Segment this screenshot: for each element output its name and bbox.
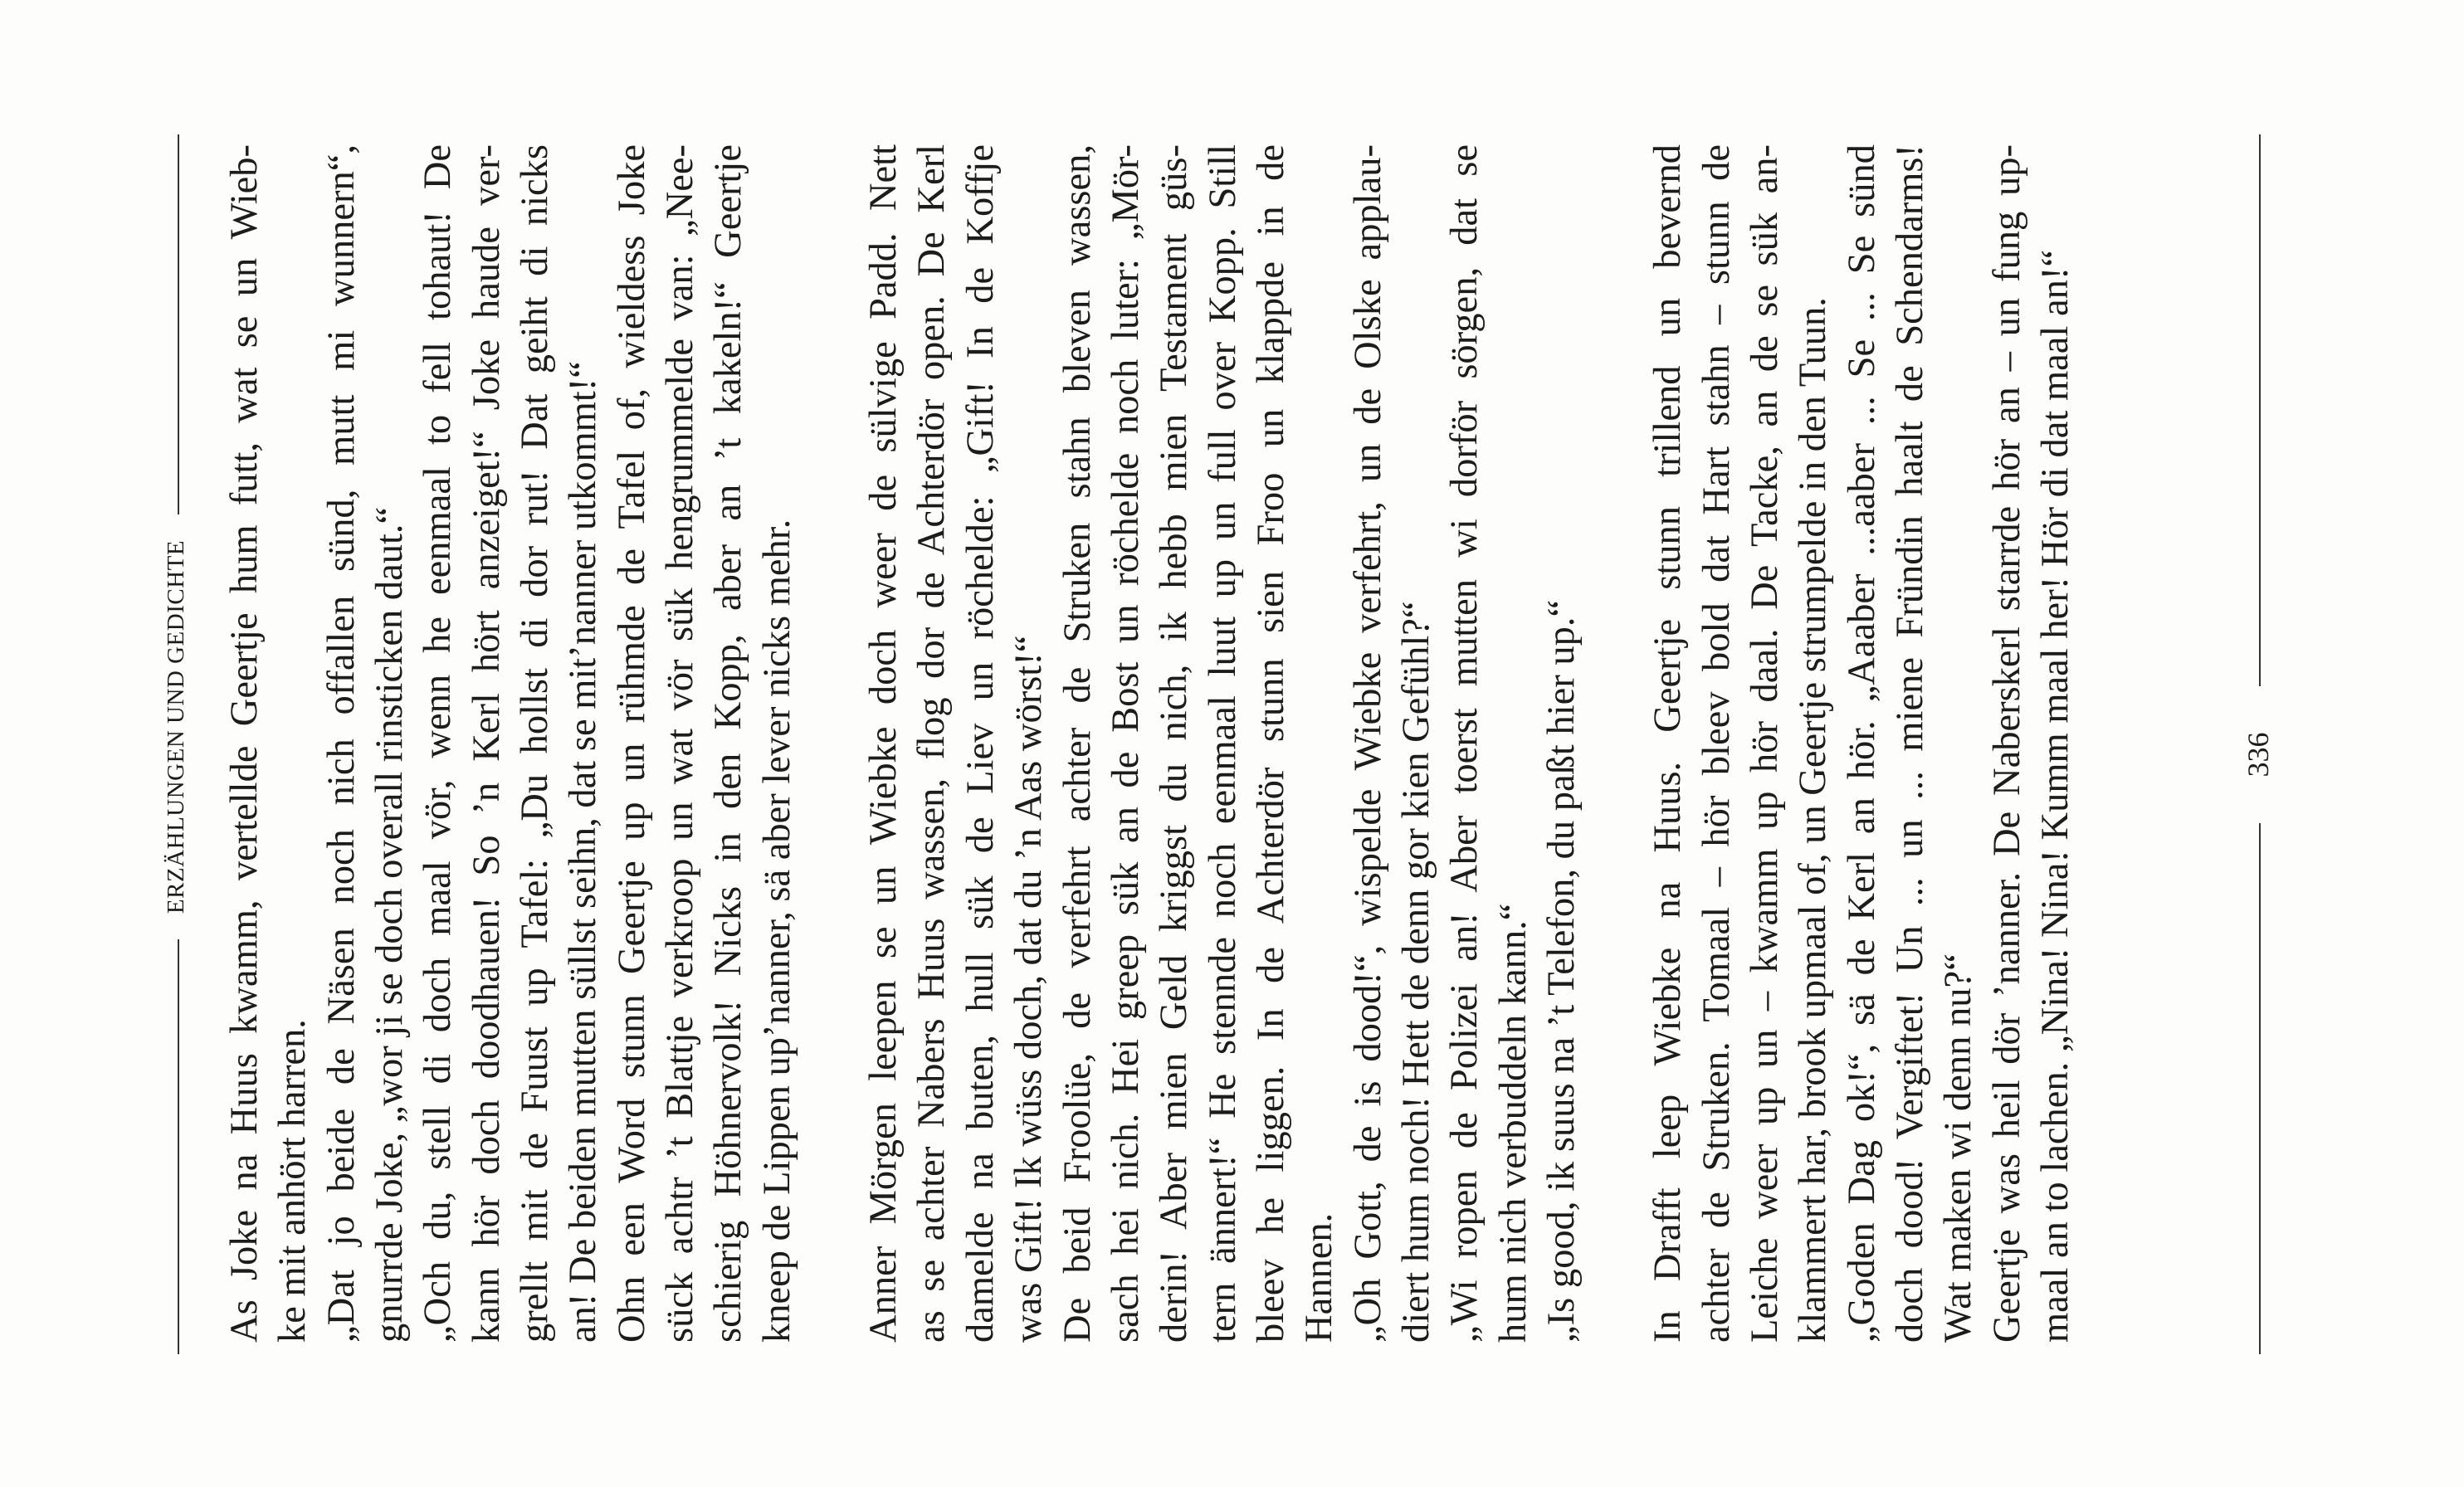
text-line: klammert har, brook upmaal of, un Geertje strumpelde in den Tuun. (1792, 297, 1835, 1343)
text-line: damelde na buten, hull sük de Liev un röchelde: „Gift! In de Koffje (959, 144, 1002, 1343)
page-number: 336 (2242, 732, 2275, 778)
text-line: „Och du, stell di doch maal vör, wenn he eenmaal to fell tohaut! De (417, 144, 460, 1343)
paragraph (1644, 144, 1837, 1343)
paragraph (1441, 144, 1538, 1343)
header-rule-right (178, 134, 179, 514)
text-line: In Drafft leep Wiebke na Huus. Geertje stunn trillend un bevernd (1647, 144, 1690, 1343)
text-line: an! De beiden mutten süllst seihn, dat se mit’nanner utkommt!“ (562, 361, 605, 1343)
text-line: ke mit anhört harren. (271, 1019, 315, 1343)
text-line: was Gift! Ik wüss doch, dat du ’n Aas wörst!“ (1008, 635, 1051, 1343)
paragraph (1838, 144, 1983, 1343)
page-footer (2241, 134, 2274, 1354)
text-line: Hannen. (1298, 1212, 1341, 1343)
text-line: De beid Froolüe, de verfehrt achter de Struken stahn bleven wassen, (1056, 144, 1099, 1343)
paragraph (860, 144, 1053, 1343)
footer-rule-right (2259, 134, 2261, 686)
text-line: kann hör doch doodhauen! So ’n Kerl hört anzeiget!“ Joke haude ver- (465, 144, 508, 1343)
text-line: Leiche weer up un – kwamm up hör daal. De Tacke, an de se sük an- (1743, 144, 1786, 1343)
text-line: Anner Mörgen leepen se un Wiebke doch weer de sülvige Padd. Nett (862, 144, 905, 1343)
text-line: sach hei nich. Hei greep sük an de Bost un röchelde noch luter: „Mör- (1104, 144, 1147, 1343)
text-line: „Goden Dag ok!“, sä de Kerl an hör. „Aaaber ...aaber ... Se ... Se sünd (1840, 144, 1883, 1343)
text-line: grellt mit de Fuust up Tafel: „Du hollst di dor rut! Dat geiht di nicks (514, 144, 557, 1343)
paragraph (1983, 144, 2081, 1343)
paragraph (1538, 144, 1586, 1343)
running-header (159, 134, 193, 1354)
text-line: kneep de Lippen up’nanner, sä aber lever nicks mehr. (755, 519, 798, 1343)
text-line: „Is good, ik suus na ’t Telefon, du paßt hier up.“ (1539, 599, 1583, 1343)
text-line: doch dood! Vergiftet! Un ... un ... miene Fründin haalt de Schendarms! (1889, 144, 1931, 1343)
text-line: Geertje was heil dör ’nanner. De Naberskerl starrde hör an – un fung up- (1985, 144, 2028, 1343)
text-line: maal an to lachen. „Nina! Nina! Kumm maal her! Hör di dat maal an!“ (2034, 250, 2077, 1343)
text-line: tern ännert!“ He stennde noch eenmaal luut up un full over Kopp. Still (1201, 144, 1244, 1343)
text-line: „Wi ropen de Polizei an! Aber toerst mutten wi dorför sörgen, dat se (1443, 144, 1486, 1343)
paragraph (318, 144, 415, 1343)
footer-rule-left (2259, 823, 2261, 1354)
paragraph (1054, 144, 1344, 1343)
text-line: diert hum noch! Hett de denn gor kien Gefühl?“ (1394, 601, 1437, 1343)
text-line: achter de Struken. Tomaal – hör bleev bold dat Hart stahn – stunn de (1695, 144, 1738, 1343)
running-title: ERZÄHLUNGEN UND GEDICHTE (163, 539, 189, 914)
text-line: Wat maken wi denn nu?“ (1937, 953, 1980, 1343)
text-line: derin! Aber mien Geld kriggst du nich, ik hebb mien Testament güs- (1153, 144, 1196, 1343)
paragraph (414, 144, 607, 1343)
header-rule-left (178, 939, 179, 1354)
text-line: „Oh Gott, de is dood!“, wispelde Wiebke verfehrt, un de Olske applau- (1346, 144, 1389, 1343)
body-text (221, 144, 2080, 1343)
text-line: schierig Höhnervolk! Nicks in den Kopp, aber an ’t kakeln!“ Geertje (707, 144, 750, 1343)
text-line: Ohn een Word stunn Geertje up un rühmde de Tafel of, wieldess Joke (610, 144, 653, 1343)
paragraph (221, 144, 318, 1343)
paragraph (1344, 144, 1442, 1343)
text-line: sück achtr ’t Blattje verkroop un wat vör sük hengrummelde van: „Nee- (659, 144, 702, 1343)
text-line: „Dat jo beide de Näsen noch nich offallen sünd, mutt mi wunnern“, (320, 144, 363, 1343)
text-line: bleev he liggen. In de Achterdör stunn sien Froo un klappde in de (1249, 144, 1292, 1343)
text-line: as se achter Nabers Huus wassen, flog dor de Achterdör open. De Kerl (910, 144, 954, 1343)
text-line: As Joke na Huus kwamm, vertellde Geertje hum futt, wat se un Wieb- (223, 144, 266, 1343)
text-line: hum nich verbuddeln kann.“ (1491, 903, 1535, 1343)
text-line: gnurrde Joke, „wor ji se doch overall rinsticken daut.“ (368, 506, 412, 1343)
paragraph (608, 144, 802, 1343)
